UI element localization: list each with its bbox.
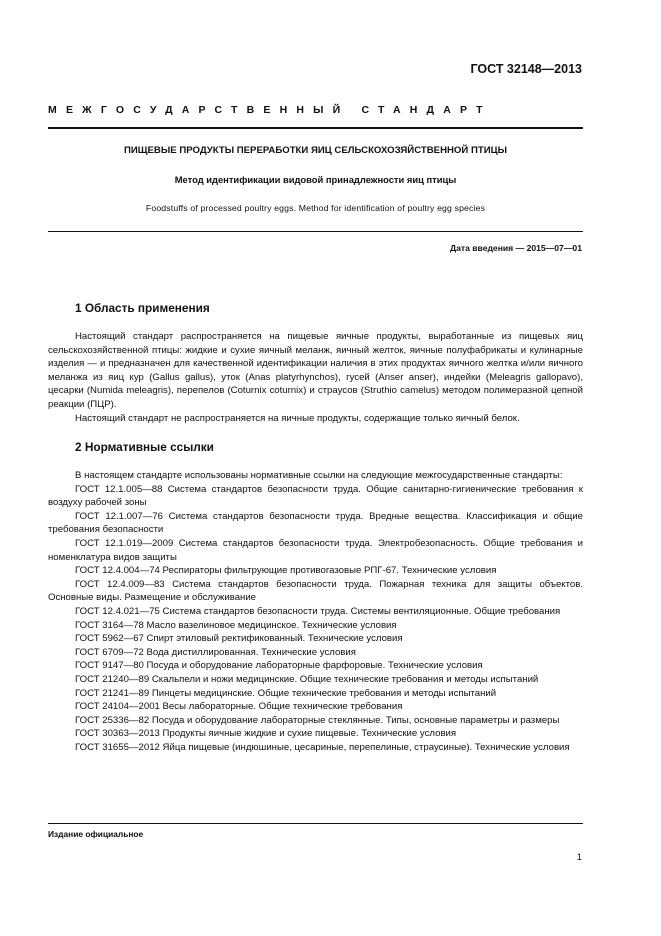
reference-item: ГОСТ 12.4.009—83 Система стандартов безопасности труда. Пожарная техника для защиты объектов. Основные виды. Размещение и обслуживание — [48, 578, 583, 604]
reference-item: ГОСТ 6709—72 Вода дистиллированная. Технические условия — [75, 646, 356, 658]
reference-item: ГОСТ 12.4.021—75 Система стандартов безопасности труда. Системы вентиляционные. Общие требования — [75, 605, 561, 617]
reference-item: ГОСТ 12.1.005—88 Система стандартов безопасности труда. Общие санитарно-гигиенические требования к воздуху рабочей зоны — [48, 483, 583, 509]
title-rule — [48, 231, 583, 232]
standard-kind-heading: МЕЖГОСУДАРСТВЕННЫЙ СТАНДАРТ — [48, 104, 492, 116]
section-1-paragraph: Настоящий стандарт распространяется на пищевые яичные продукты, выработанные из пищевых яиц сельскохозяйственной птицы: жидкие и сухие яичный меланж, яичный желток, яичные полуфабрикаты и кулинарные изделия — и предназначен для качественной идентификации наличия в этих продуктах яичного желтка и/или яичного меланжа из яиц кур (Gallus gallus), уток (Anas platyrhynchos), гусей (Anser anser), индейки (Meleagris gallopavo), цесарки (Numida meleagris), перепелов (Coturnix coturnix) и страусов (Struthio camelus) методом полимеразной цепной реакции (ПЦР). — [48, 331, 583, 410]
reference-item: ГОСТ 3164—78 Масло вазелиновое медицинское. Технические условия — [75, 619, 397, 631]
reference-item: ГОСТ 9147—80 Посуда и оборудование лабораторные фарфоровые. Технические условия — [75, 660, 483, 672]
reference-item: ГОСТ 25336—82 Посуда и оборудование лабораторные стеклянные. Типы, основные параметры и размеры — [75, 714, 560, 726]
page-number: 1 — [576, 851, 582, 862]
reference-item: ГОСТ 12.1.019—2009 Система стандартов безопасности труда. Электробезопасность. Общие требования и номенклатура видов защиты — [48, 537, 583, 563]
section-1-paragraph: Настоящий стандарт не распространяется на яичные продукты, содержащие только яичный белок. — [75, 412, 520, 424]
header-rule — [48, 127, 583, 129]
document-title-english: Foodstuffs of processed poultry eggs. Method for identification of poultry egg species — [145, 203, 486, 213]
document-subtitle: Метод идентификации видовой принадлежности яиц птицы — [174, 174, 457, 185]
section-1-body — [48, 330, 583, 425]
section-2-heading: 2 Нормативные ссылки — [75, 440, 214, 454]
edition-label: Издание официальное — [48, 829, 144, 839]
reference-item: ГОСТ 21240—89 Скальпели и ножи медицинские. Общие технические требования и методы испытаний — [75, 673, 539, 685]
document-title: ПИЩЕВЫЕ ПРОДУКТЫ ПЕРЕРАБОТКИ ЯИЦ СЕЛЬСКОХОЗЯЙСТВЕННОЙ ПТИЦЫ — [123, 145, 508, 156]
introduction-date: Дата введения — 2015—07—01 — [449, 243, 582, 253]
reference-item: ГОСТ 21241—89 Пинцеты медицинские. Общие технические требования и методы испытаний — [75, 687, 497, 699]
reference-item: ГОСТ 12.1.007—76 Система стандартов безопасности труда. Вредные вещества. Классификация и общие требования безопасности — [48, 510, 583, 536]
footer-rule — [48, 823, 583, 824]
reference-item: ГОСТ 30363—2013 Продукты яичные жидкие и сухие пищевые. Технические условия — [75, 728, 457, 740]
reference-item: ГОСТ 24104—2001 Весы лабораторные. Общие технические требования — [75, 701, 403, 713]
section-2-body — [48, 469, 583, 754]
section-2-paragraph: В настоящем стандарте использованы нормативные ссылки на следующие межгосударственные стандарты: — [75, 470, 563, 481]
reference-item: ГОСТ 31655—2012 Яйца пищевые (индюшиные, цесариные, перепелиные, страусиные). Технические условия — [75, 741, 570, 753]
section-1-heading: 1 Область применения — [75, 301, 210, 315]
reference-item: ГОСТ 5962—67 Спирт этиловый ректификованный. Технические условия — [75, 633, 403, 645]
reference-item: ГОСТ 12.4.004—74 Респираторы фильтрующие противогазовые РПГ-67. Технические условия — [75, 565, 497, 577]
gost-code: ГОСТ 32148—2013 — [470, 62, 582, 76]
